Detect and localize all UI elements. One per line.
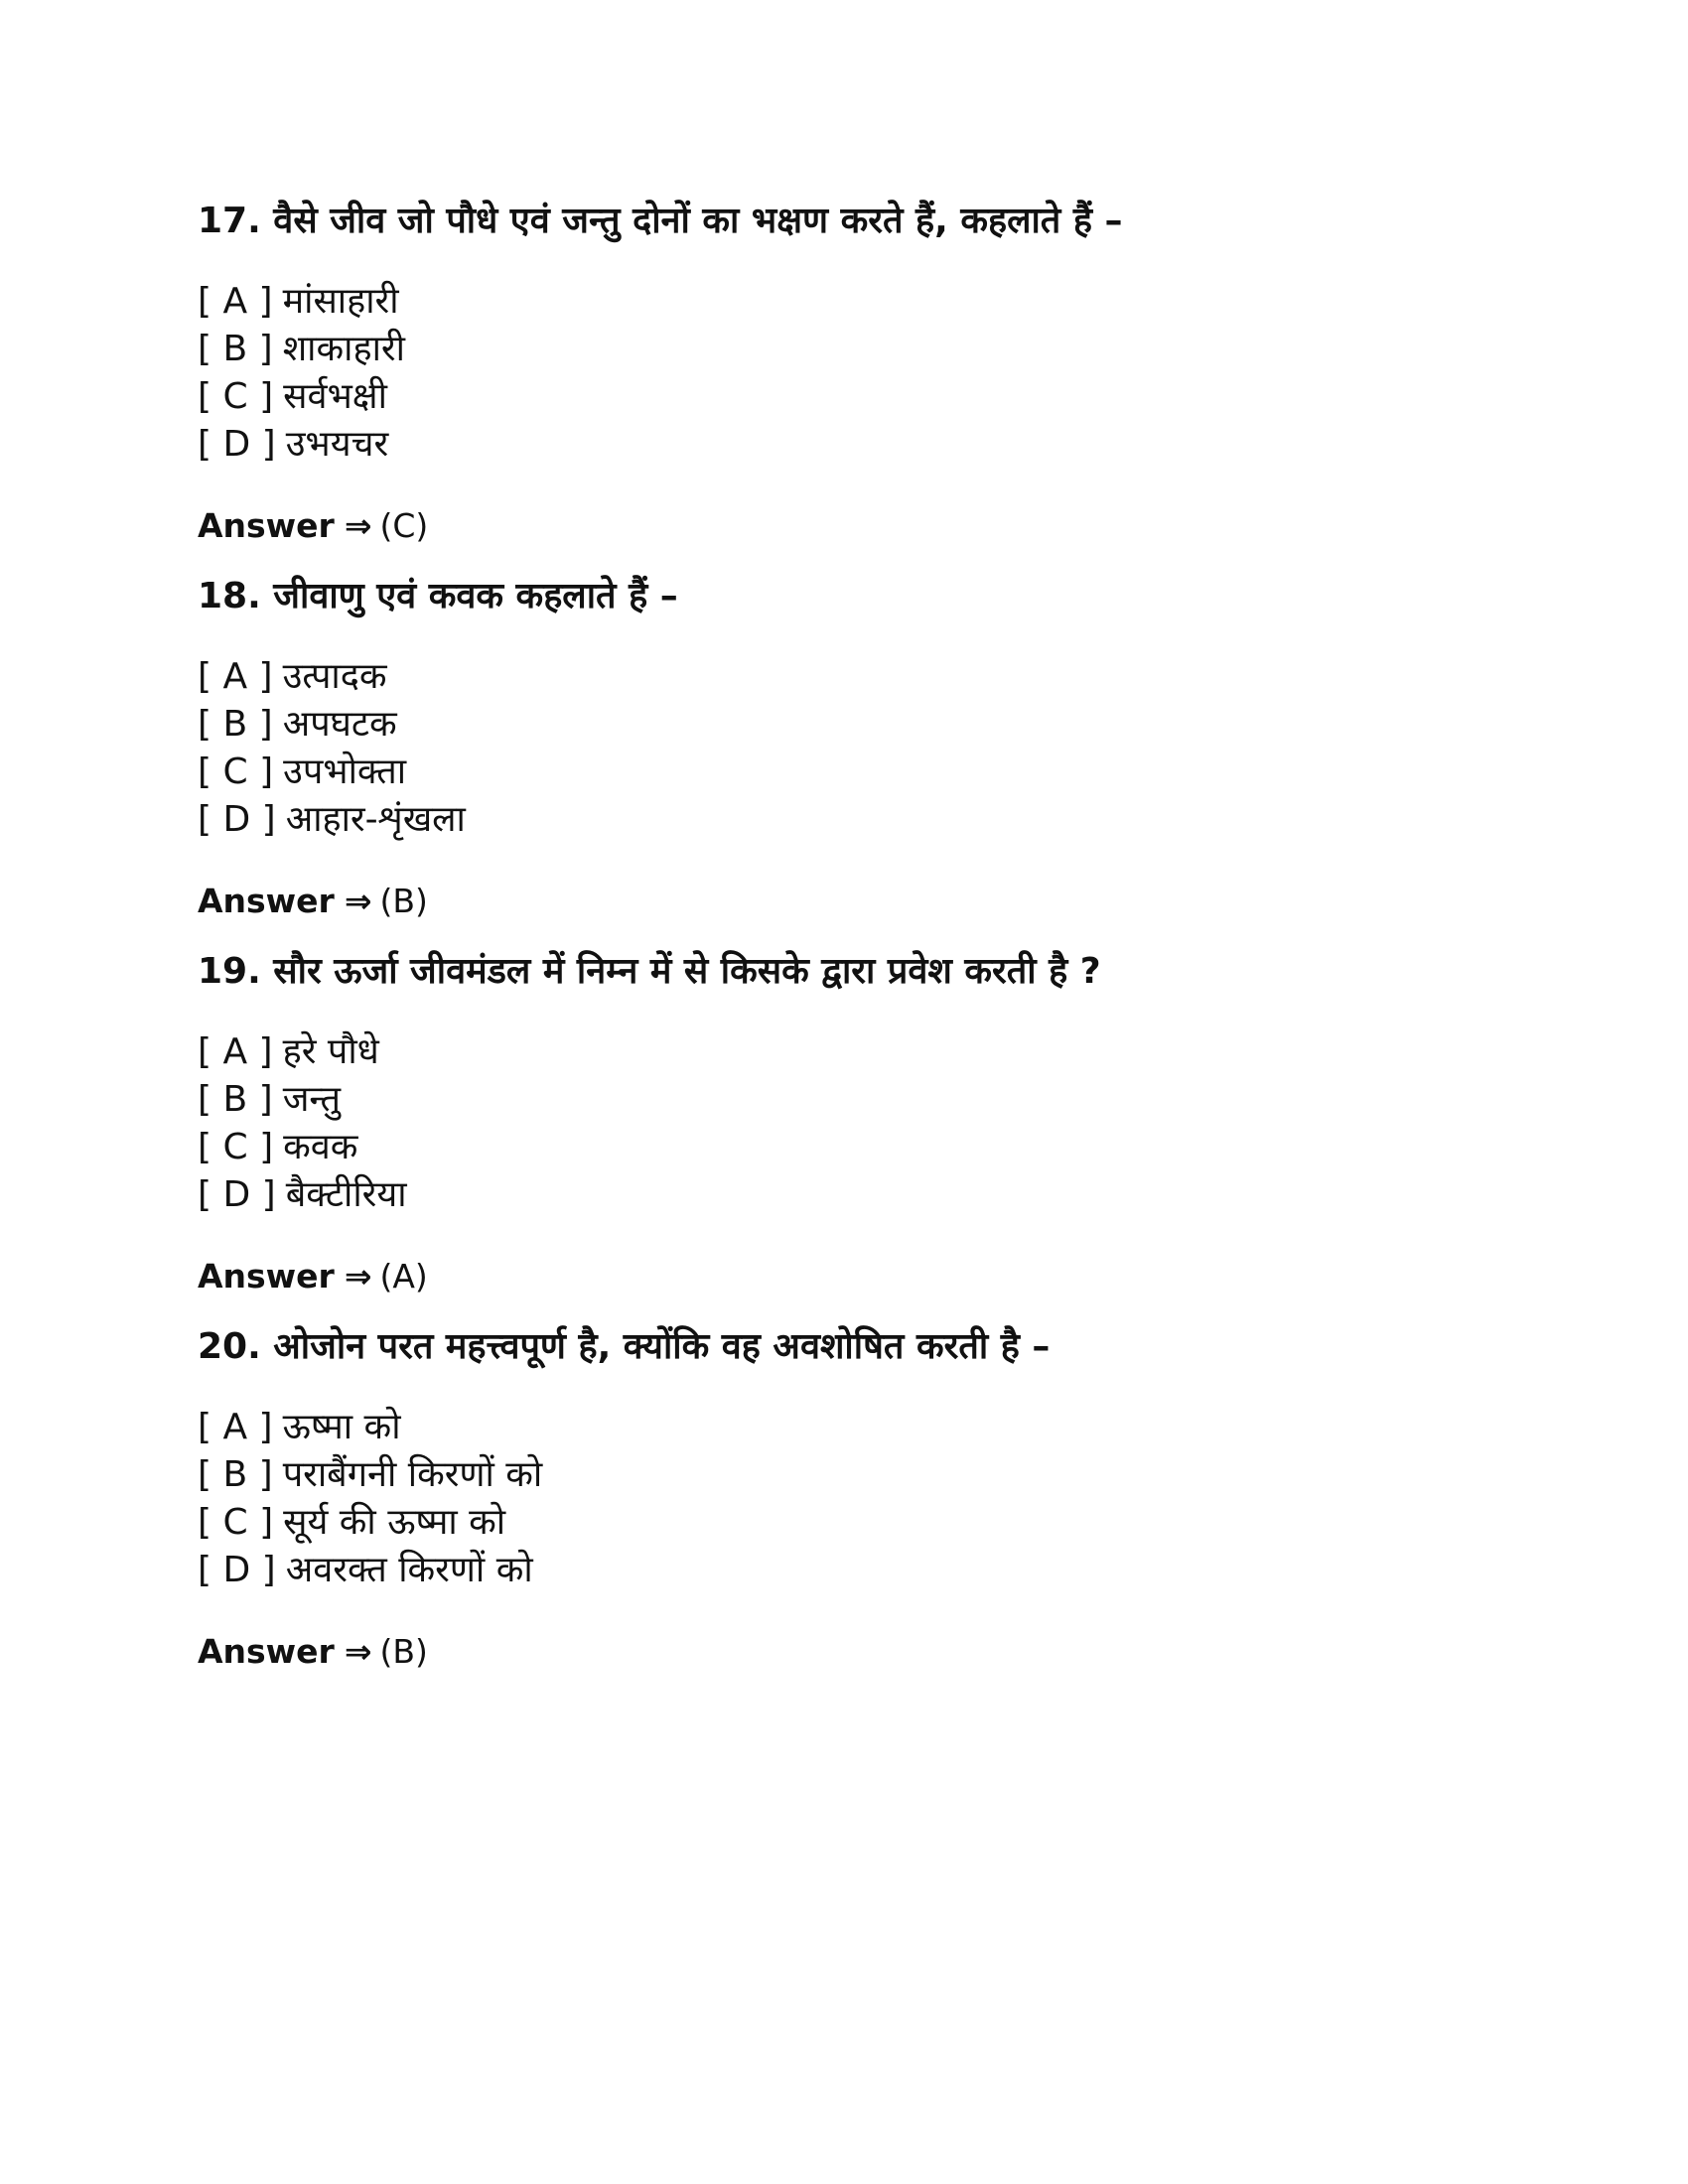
answer-value: (A) bbox=[379, 1257, 428, 1296]
answer-line bbox=[198, 1255, 1508, 1298]
option-c bbox=[198, 749, 1508, 796]
answer-label: Answer bbox=[198, 1257, 335, 1296]
option-a bbox=[198, 653, 1508, 701]
option-b bbox=[198, 1451, 1508, 1499]
option-text: मांसाहारी bbox=[282, 281, 399, 322]
option-key: [ B ] bbox=[198, 704, 273, 745]
arrow-icon: ⇒ bbox=[344, 1257, 372, 1296]
option-text: अपघटक bbox=[282, 704, 397, 745]
option-c bbox=[198, 1124, 1508, 1171]
option-c bbox=[198, 373, 1508, 421]
answer-line bbox=[198, 1630, 1508, 1674]
option-key: [ C ] bbox=[198, 1502, 274, 1543]
option-a bbox=[198, 1028, 1508, 1076]
option-key: [ C ] bbox=[198, 1127, 274, 1167]
option-key: [ D ] bbox=[198, 424, 276, 465]
option-d bbox=[198, 1171, 1508, 1219]
option-key: [ B ] bbox=[198, 329, 273, 369]
option-a bbox=[198, 278, 1508, 326]
option-text: सर्वभक्षी bbox=[283, 376, 387, 417]
option-d bbox=[198, 796, 1508, 844]
question-title: 19. सौर ऊर्जा जीवमंडल में निम्न में से किसके द्वारा प्रवेश करती है ? bbox=[198, 951, 1101, 992]
option-d bbox=[198, 1547, 1508, 1594]
answer-value: (B) bbox=[379, 882, 428, 920]
question-title: 20. ओजोन परत महत्त्वपूर्ण है, क्योंकि वह अवशोषित करती है – bbox=[198, 1326, 1051, 1367]
option-text: अवरक्त किरणों को bbox=[285, 1550, 533, 1590]
answer-line bbox=[198, 504, 1508, 548]
options-list bbox=[198, 1404, 1508, 1594]
answer-label: Answer bbox=[198, 506, 335, 545]
option-key: [ A ] bbox=[198, 281, 273, 322]
option-text: पराबैंगनी किरणों को bbox=[282, 1454, 543, 1495]
options-list bbox=[198, 653, 1508, 844]
answer-label: Answer bbox=[198, 882, 335, 920]
option-b bbox=[198, 1076, 1508, 1124]
answer-line bbox=[198, 880, 1508, 923]
option-b bbox=[198, 326, 1508, 373]
option-a bbox=[198, 1404, 1508, 1451]
options-list bbox=[198, 1028, 1508, 1219]
question-20 bbox=[198, 1322, 1508, 1674]
option-b bbox=[198, 701, 1508, 749]
arrow-icon: ⇒ bbox=[344, 882, 372, 920]
option-text: जन्तु bbox=[282, 1079, 342, 1120]
option-text: ऊष्मा को bbox=[282, 1407, 401, 1447]
question-17 bbox=[198, 197, 1508, 548]
answer-label: Answer bbox=[198, 1632, 335, 1671]
question-title: 18. जीवाणु एवं कवक कहलाते हैं – bbox=[198, 576, 678, 616]
option-text: उभयचर bbox=[285, 424, 389, 465]
option-text: सूर्य की ऊष्मा को bbox=[283, 1502, 506, 1543]
option-key: [ A ] bbox=[198, 1407, 273, 1447]
option-text: हरे पौधे bbox=[282, 1031, 379, 1072]
question-title: 17. वैसे जीव जो पौधे एवं जन्तु दोनों का भक्षण करते हैं, कहलाते हैं – bbox=[198, 201, 1123, 241]
option-key: [ C ] bbox=[198, 376, 274, 417]
option-key: [ D ] bbox=[198, 1174, 276, 1215]
arrow-icon: ⇒ bbox=[344, 506, 372, 545]
question-19 bbox=[198, 947, 1508, 1298]
option-key: [ A ] bbox=[198, 656, 273, 697]
option-key: [ B ] bbox=[198, 1079, 273, 1120]
option-text: बैक्टीरिया bbox=[285, 1174, 407, 1215]
option-key: [ D ] bbox=[198, 1550, 276, 1590]
option-key: [ D ] bbox=[198, 799, 276, 840]
option-text: आहार-शृंखला bbox=[285, 799, 466, 840]
option-text: शाकाहारी bbox=[282, 329, 405, 369]
arrow-icon: ⇒ bbox=[344, 1632, 372, 1671]
option-key: [ C ] bbox=[198, 751, 274, 792]
question-18 bbox=[198, 572, 1508, 923]
option-key: [ B ] bbox=[198, 1454, 273, 1495]
option-text: कवक bbox=[283, 1127, 358, 1167]
option-d bbox=[198, 421, 1508, 469]
options-list bbox=[198, 278, 1508, 469]
answer-value: (B) bbox=[379, 1632, 428, 1671]
answer-value: (C) bbox=[379, 506, 429, 545]
option-key: [ A ] bbox=[198, 1031, 273, 1072]
option-text: उपभोक्ता bbox=[283, 751, 407, 792]
option-text: उत्पादक bbox=[282, 656, 387, 697]
option-c bbox=[198, 1499, 1508, 1547]
